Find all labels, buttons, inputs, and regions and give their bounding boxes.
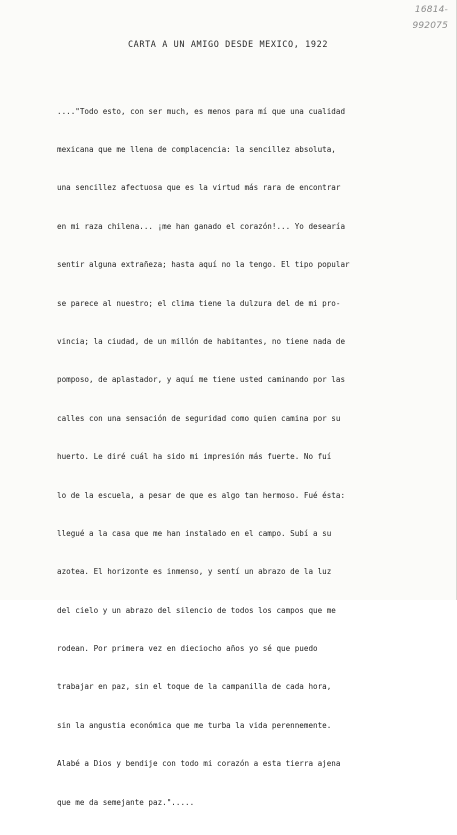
body-line: pomposo, de aplastador, y aquí me tiene usted caminando por las	[57, 375, 346, 385]
body-line: se parece al nuestro; el clima tiene la dulzura del de mi pro-	[57, 298, 341, 308]
body-line: ...."Todo esto, con ser much, es menos para mí que una cualidad	[57, 106, 346, 116]
body-line: lo de la escuela, a pesar de que es algo tan hermoso. Fué ésta:	[57, 490, 346, 500]
body-line: en mi raza chilena... ¡me han ganado el corazón!... Yo desearía	[57, 221, 346, 231]
document-title: CARTA A UN AMIGO DESDE MEXICO, 1922	[127, 40, 329, 50]
body-line: trabajar en paz, sin el toque de la campanilla de cada hora,	[57, 682, 332, 692]
handwritten-note-2: 992075	[412, 21, 448, 31]
body-line: Alabé a Dios y bendije con todo mi corazón a esta tierra ajena	[57, 759, 341, 769]
body-line: del cielo y un abrazo del silencio de todos los campos que me	[57, 605, 336, 615]
body-line: azotea. El horizonte es inmenso, y sentí un abrazo de la luz	[57, 567, 332, 577]
body-line: que me da semejante paz.".....	[57, 797, 195, 807]
handwritten-catalog-notes	[412, 2, 448, 34]
body-line: sin la angustia económica que me turba la vida perennemente.	[57, 720, 332, 730]
body-line: mexicana que me llena de complacencia: la sencillez absoluta,	[57, 144, 336, 154]
handwritten-note-1: 16814-	[414, 5, 448, 15]
body-line: huerto. Le diré cuál ha sido mi impresión más fuerte. No fuí	[57, 452, 332, 462]
body-line: vincia; la ciudad, de un millón de habitantes, no tiene nada de	[57, 336, 346, 346]
body-line: calles con una sensación de seguridad como quien camina por su	[57, 413, 341, 423]
body-line: una sencillez afectuosa que es la virtud más rara de encontrar	[57, 183, 341, 193]
body-line: llegué a la casa que me han instalado en el campo. Subí a su	[57, 528, 332, 538]
body-line: rodean. Por primera vez en dieciocho años yo sé que puedo	[57, 644, 318, 654]
body-line: sentir alguna extrañeza; hasta aquí no la tengo. El tipo popular	[57, 260, 350, 270]
letter-body	[57, 80, 429, 835]
